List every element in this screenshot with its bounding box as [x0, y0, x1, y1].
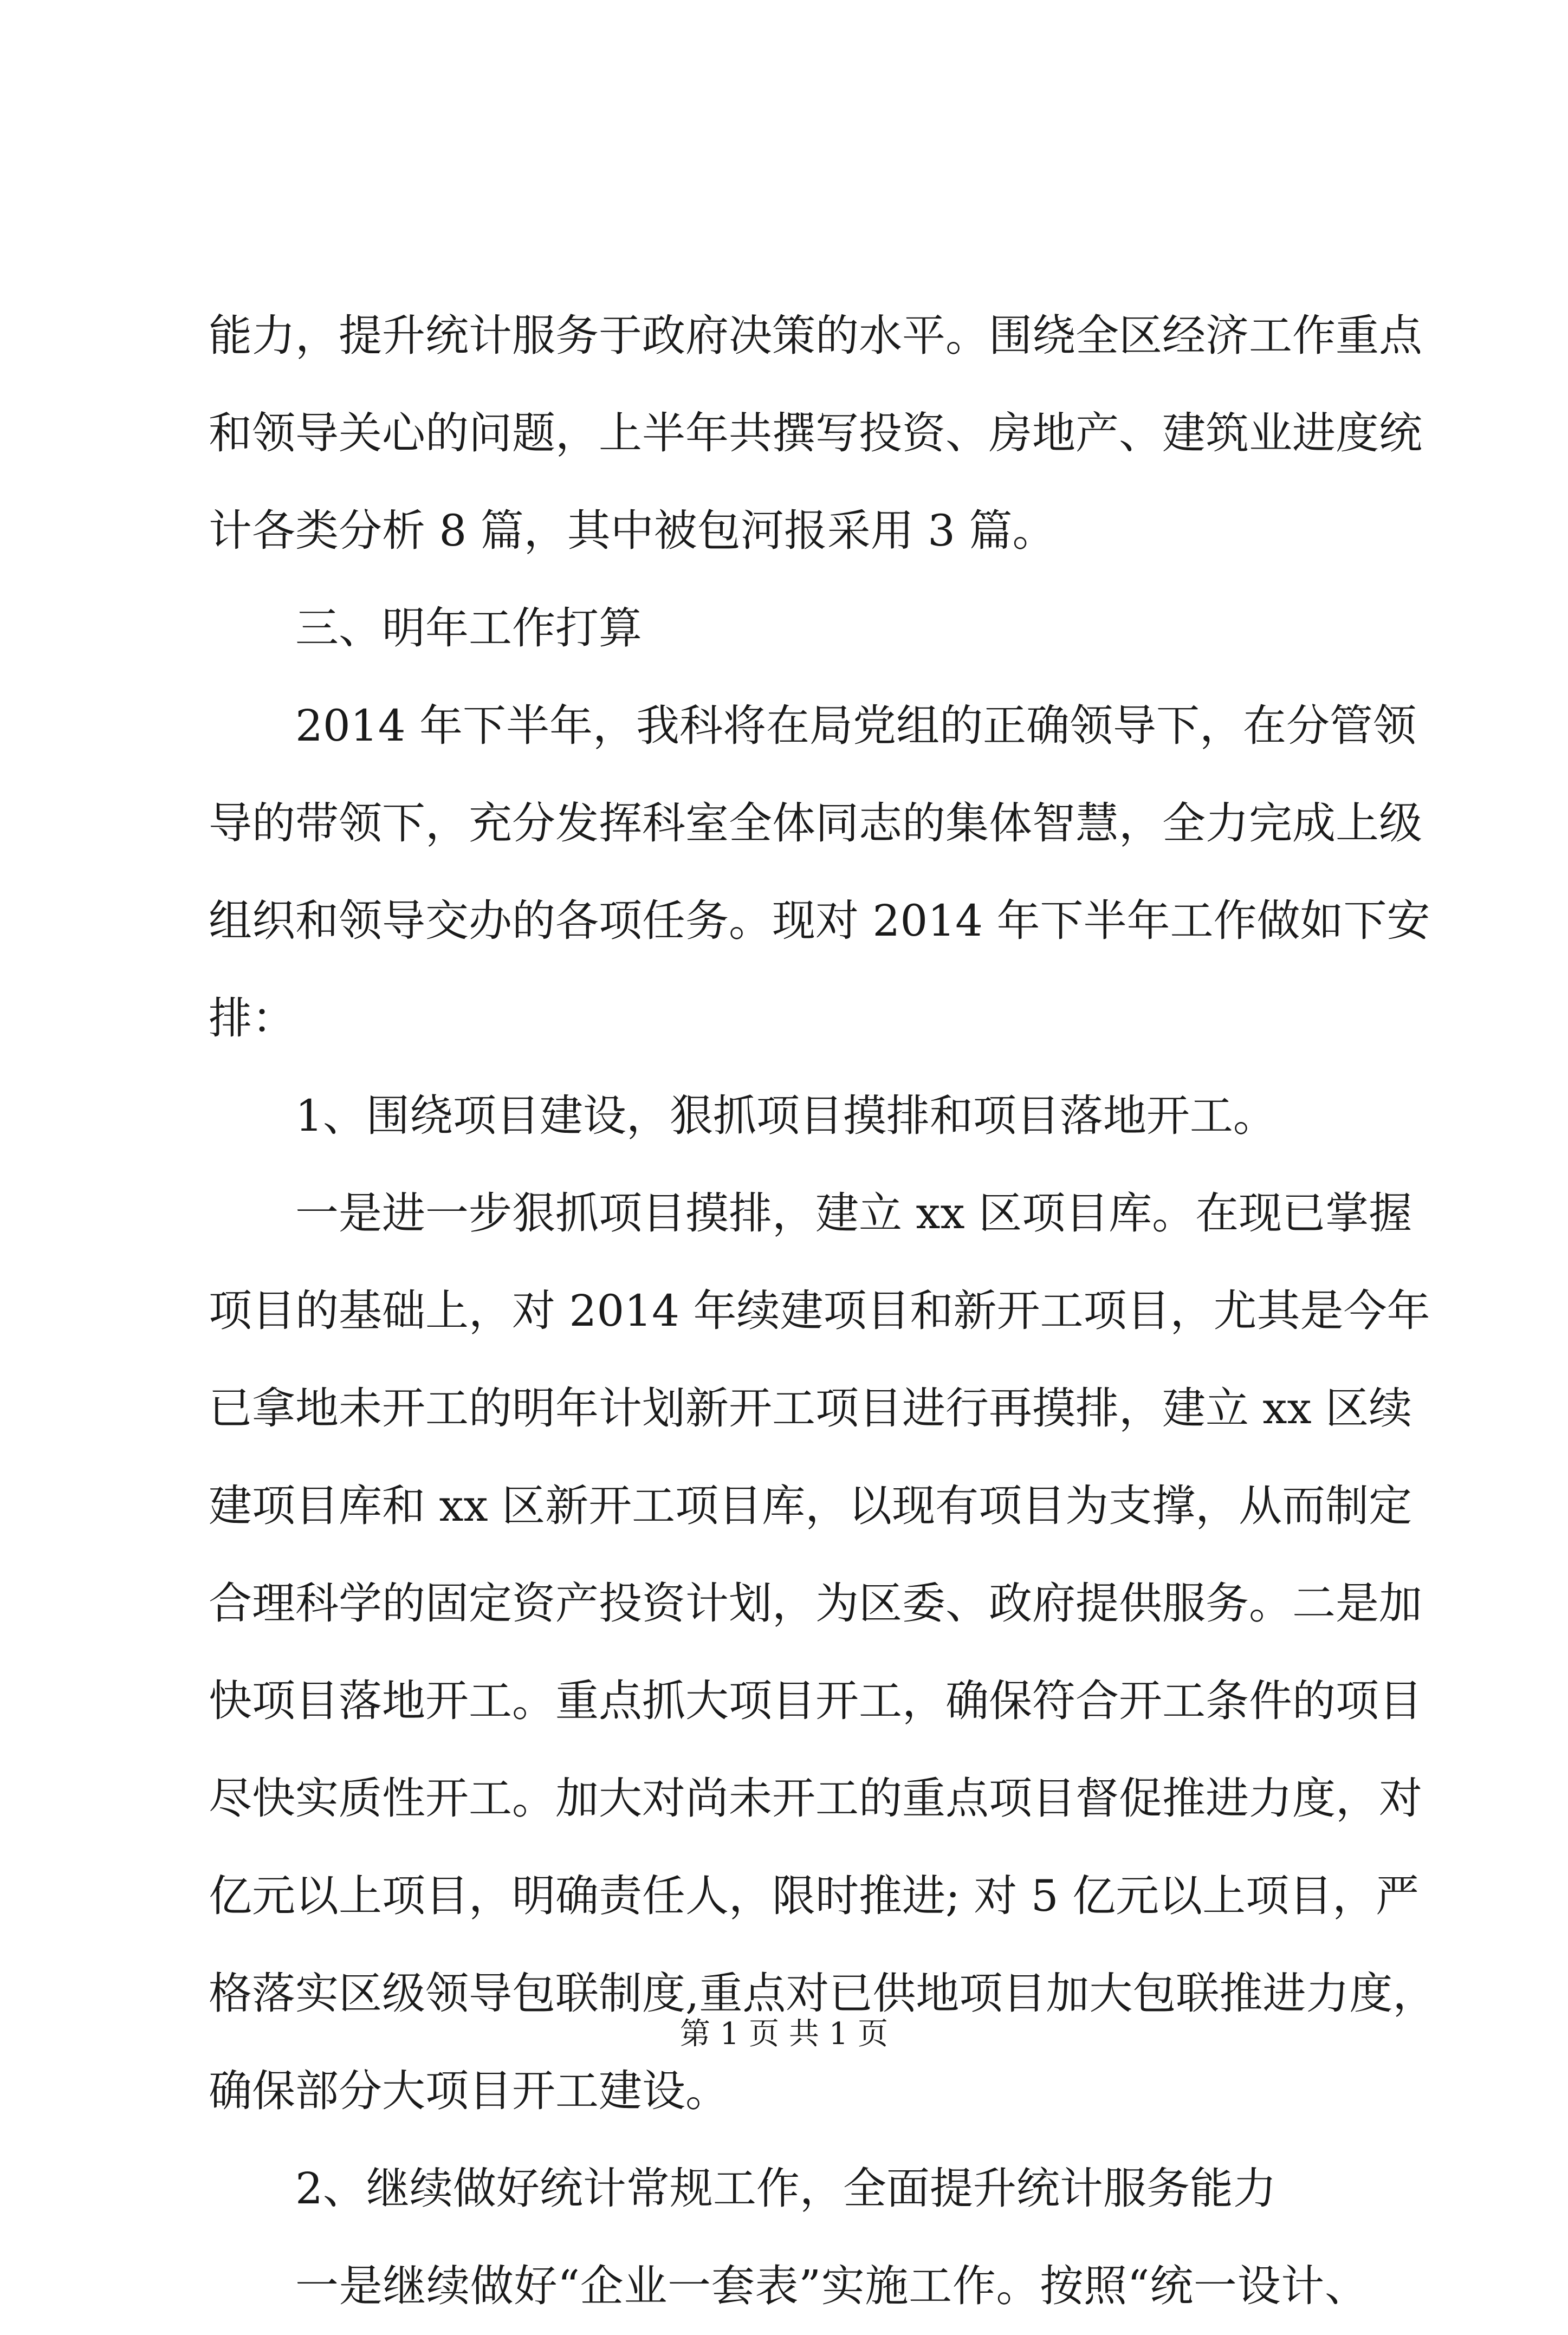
text-line: 已拿地未开工的明年计划新开工项目进行再摸排，建立 xx 区续 [209, 1383, 1413, 1434]
text-line: 1、围绕项目建设，狠抓项目摸排和项目落地开工。 [295, 1091, 1277, 1141]
page-footer: 第 1 页 共 1 页 [679, 2016, 889, 2052]
text-line: 计各类分析 8 篇，其中被包河报采用 3 篇。 [209, 505, 1056, 556]
text-line: 排： [209, 993, 295, 1043]
text-line: 快项目落地开工。重点抓大项目开工，确保符合开工条件的项目 [209, 1676, 1422, 1726]
text-line: 三、明年工作打算 [295, 603, 642, 653]
text-line: 能力，提升统计服务于政府决策的水平。围绕全区经济工作重点 [209, 310, 1422, 361]
text-line: 组织和领导交办的各项任务。现对 2014 年下半年工作做如下安 [209, 896, 1430, 946]
text-line: 亿元以上项目，明确责任人，限时推进; 对 5 亿元以上项目，严 [209, 1871, 1420, 1921]
text-line: 2、继续做好统计常规工作，全面提升统计服务能力 [295, 2163, 1277, 2214]
text-line: 一是进一步狠抓项目摸排，建立 xx 区项目库。在现已掌握 [295, 1188, 1413, 1238]
text-line: 一是继续做好“企业一套表”实施工作。按照“统一设计、 [295, 2261, 1368, 2311]
text-line: 确保部分大项目开工建设。 [209, 2066, 729, 2116]
text-line: 建项目库和 xx 区新开工项目库，以现有项目为支撑，从而制定 [209, 1481, 1413, 1531]
text-line: 2014 年下半年，我科将在局党组的正确领导下，在分管领 [295, 700, 1417, 751]
text-line: 格落实区级领导包联制度,重点对已供地项目加大包联推进力度， [209, 1968, 1436, 2019]
text-line: 和领导关心的问题，上半年共撰写投资、房地产、建筑业进度统 [209, 408, 1422, 458]
text-line: 项目的基础上，对 2014 年续建项目和新开工项目，尤其是今年 [209, 1286, 1430, 1336]
text-line: 尽快实质性开工。加大对尚未开工的重点项目督促推进力度，对 [209, 1773, 1422, 1824]
text-line: 合理科学的固定资产投资计划，为区委、政府提供服务。二是加 [209, 1578, 1422, 1629]
text-line: 导的带领下，充分发挥科室全体同志的集体智慧，全力完成上级 [209, 798, 1422, 848]
